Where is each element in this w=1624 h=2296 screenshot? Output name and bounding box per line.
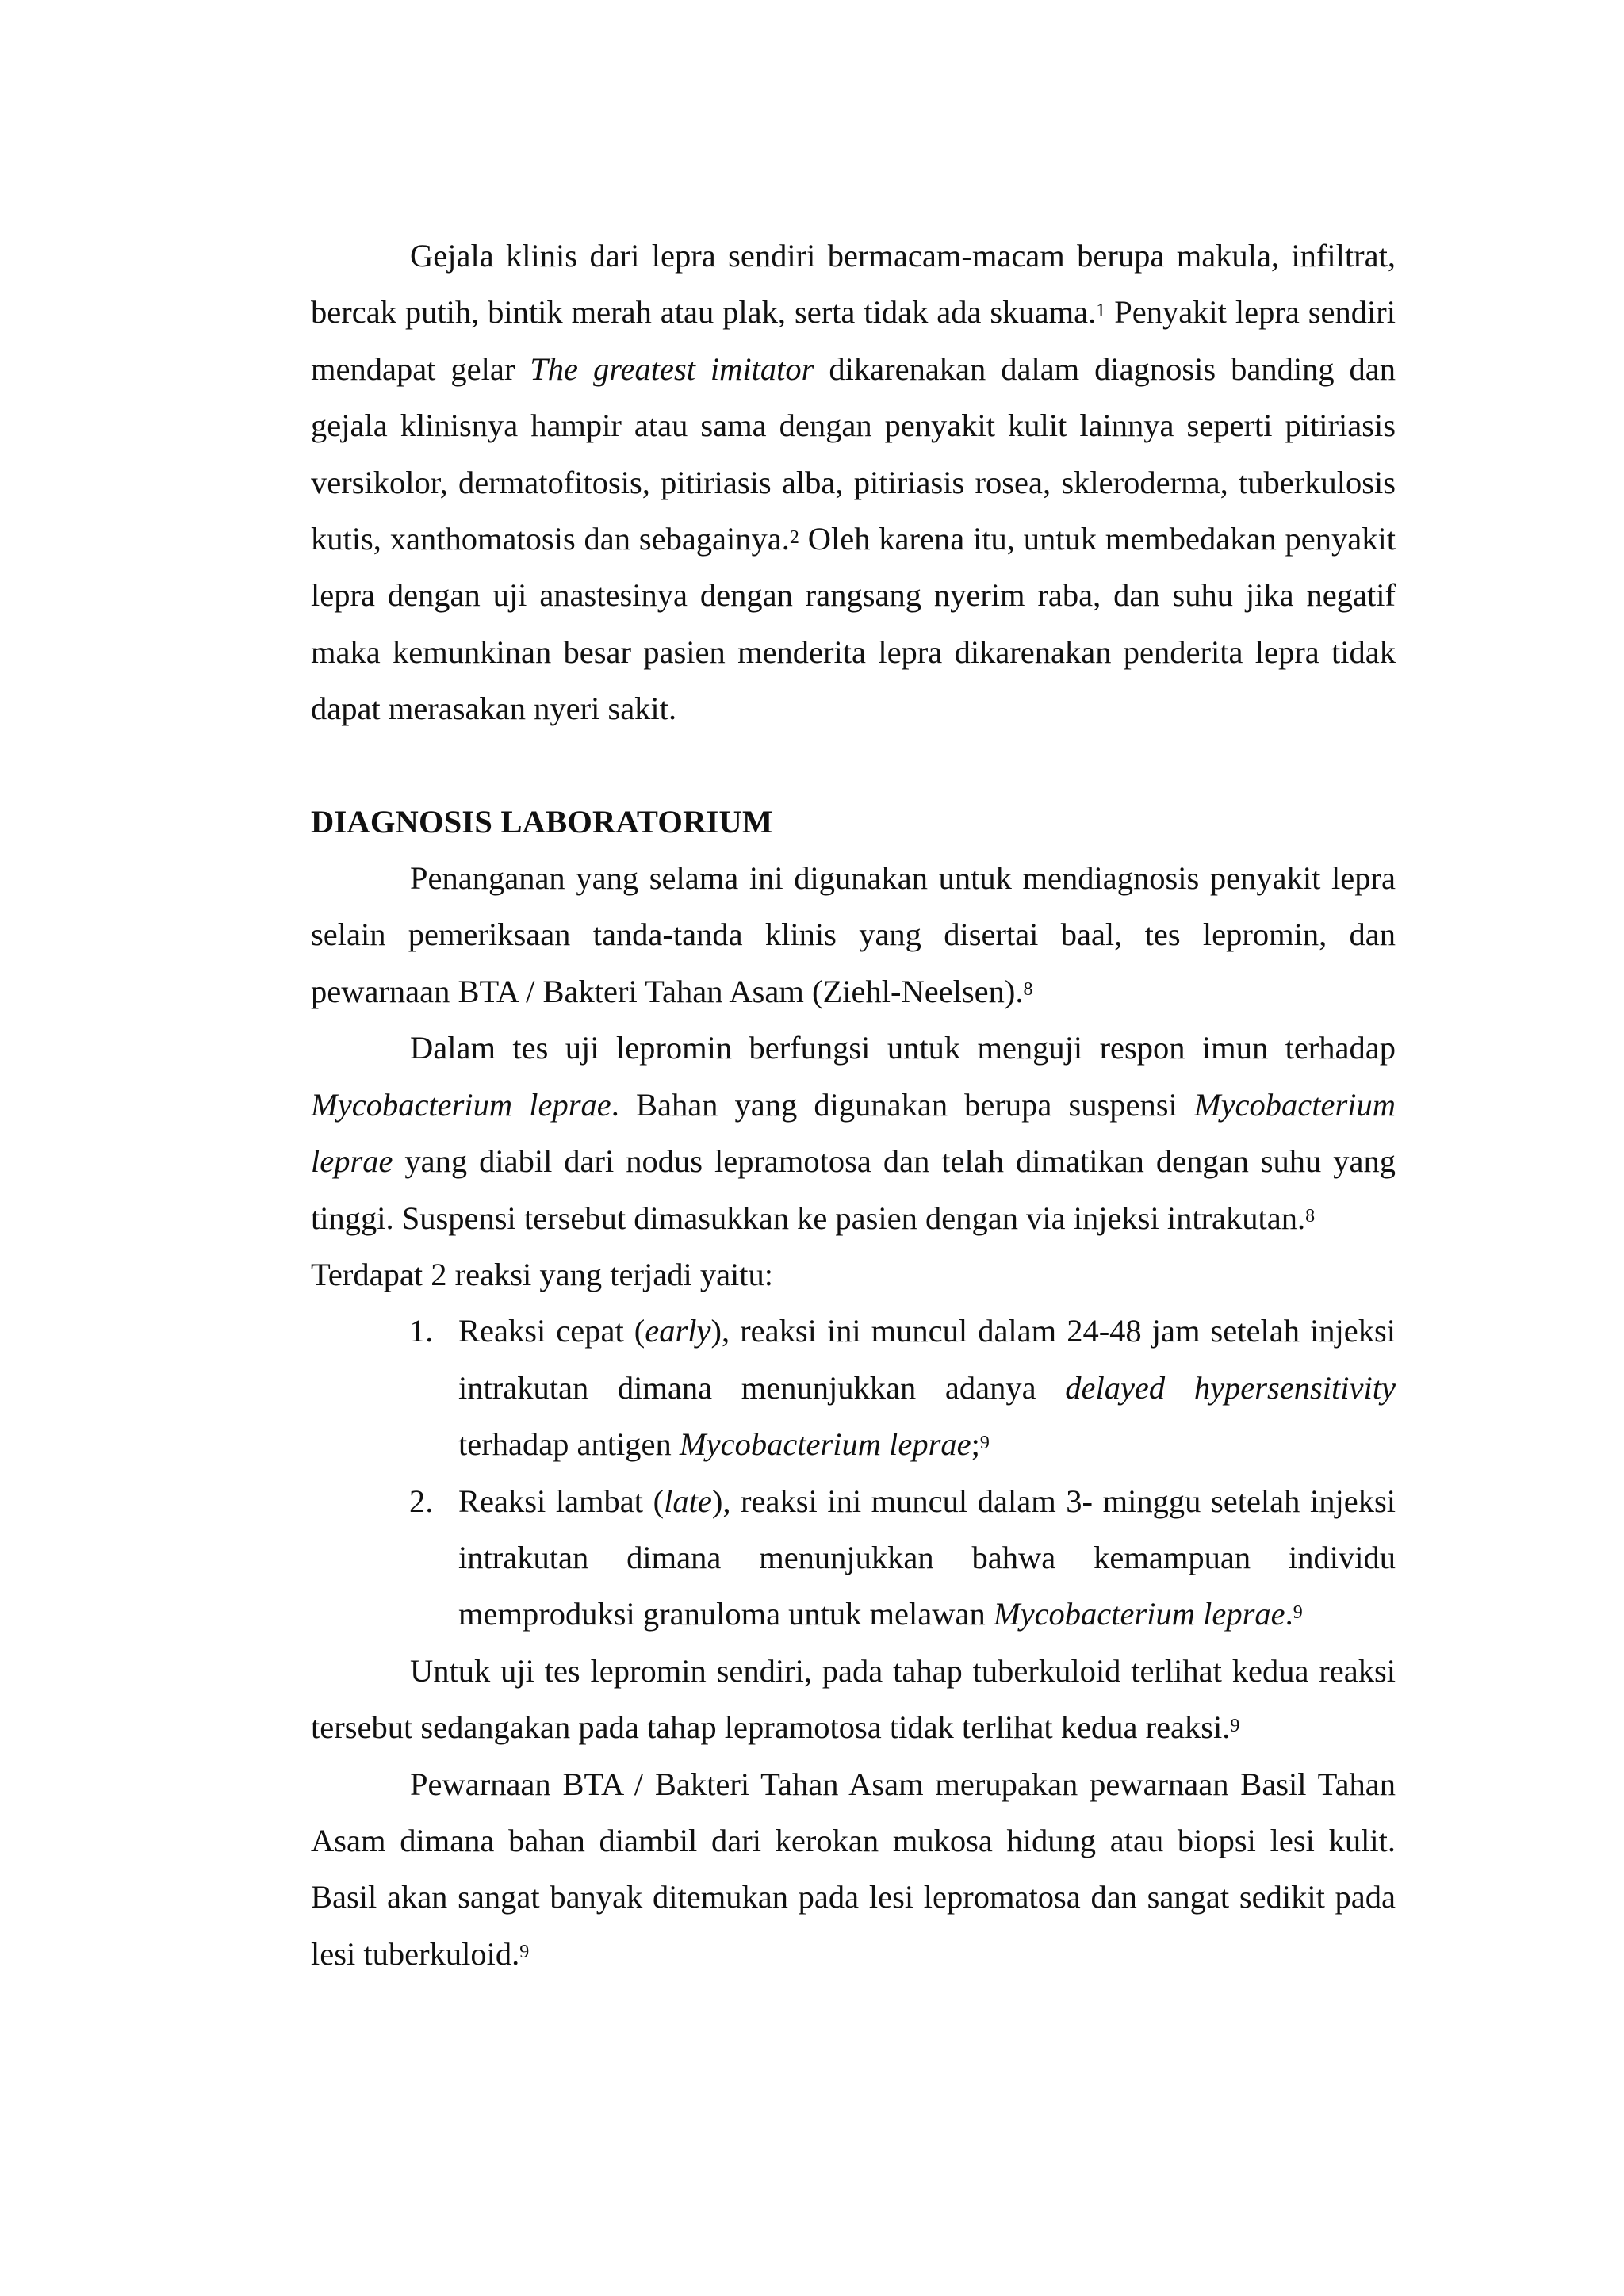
italic-term: The greatest imitator	[530, 350, 814, 387]
section-heading: DIAGNOSIS LABORATORIUM	[311, 803, 773, 840]
italic-term: late	[664, 1483, 712, 1519]
document-page	[311, 228, 1396, 1982]
italic-term: Mycobacterium leprae	[679, 1426, 971, 1463]
footnote-ref: 9	[979, 1432, 990, 1453]
footnote-ref: 2	[789, 526, 799, 548]
paragraph-diagnosis-methods: Penanganan yang selama ini digunakan untuk mendiagnosis penyakit lepra selain pemeriksaan tanda-tanda klinis yang disertai baal, tes lepromin, dan pewarnaan BTA / Bakteri Tahan Asam (Ziehl-Neelsen).$^8$	[311, 860, 1396, 1009]
paragraph-lepromin-result: Untuk uji tes lepromin sendiri, pada tahap tuberkuloid terlihat kedua reaksi tersebut sedangakan pada tahap lepramotosa tidak terlihat kedua reaksi.$^9$	[311, 1652, 1396, 1746]
italic-term: early	[645, 1313, 711, 1349]
list-number: 1.	[409, 1313, 434, 1349]
italic-term: Mycobacterium leprae	[993, 1596, 1285, 1632]
footnote-ref: 1	[1096, 300, 1106, 322]
italic-term: Mycobacterium leprae	[311, 1086, 611, 1123]
list-item: 2. Reaksi lambat (late), reaksi ini muncul dalam 3- minggu setelah injeksi intrakutan dimana menunjukkan bahwa kemampuan individu memproduksi granuloma untuk melawan Mycobacterium leprae.$^9$	[458, 1473, 1396, 1643]
italic-term: Mycobacterium leprae	[311, 1086, 1396, 1180]
footnote-ref: 9	[1293, 1601, 1303, 1623]
reaction-list	[311, 1303, 1396, 1642]
paragraph-clinical-symptoms: Gejala klinis dari lepra sendiri bermacam-macam berupa makula, infiltrat, bercak putih, bintik merah atau plak, serta tidak ada skuama.$^1$ Penyakit lepra sendiri mendapat gelar The greatest imitator dikarenakan dalam diagnosis banding dan gejala klinisnya hampir atau sama dengan penyakit kulit lainnya seperti pitiriasis versikolor, dermatofitosis, pitiriasis alba, pitiriasis rosea, skleroderma, tuberkulosis kutis, xanthomatosis dan sebagainya.$^2$ Oleh karena itu, untuk membedakan penyakit lepra dengan uji anastesinya dengan rangsang nyerim raba, dan suhu jika negatif maka kemunkinan besar pasien menderita lepra dikarenakan penderita lepra tidak dapat merasakan nyeri sakit.	[311, 238, 1396, 727]
footnote-ref: 8	[1023, 979, 1033, 1001]
footnote-ref: 9	[1230, 1715, 1240, 1736]
paragraph-bta-staining: Pewarnaan BTA / Bakteri Tahan Asam merupakan pewarnaan Basil Tahan Asam dimana bahan diambil dari kerokan mukosa hidung atau biopsi lesi kulit. Basil akan sangat banyak ditemukan pada lesi lepromatosa dan sangat sedikit pada lesi tuberkuloid.$^9$	[311, 1766, 1396, 1972]
footnote-ref: 8	[1305, 1206, 1316, 1227]
paragraph-lepromin-test: Dalam tes uji lepromin berfungsi untuk menguji respon imun terhadap Mycobacterium leprae. Bahan yang digunakan berupa suspensi Mycobacterium leprae yang diabil dari nodus lepramotosa dan telah dimatikan dengan suhu yang tinggi. Suspensi tersebut dimasukkan ke pasien dengan via injeksi intrakutan.$^8$ Terdapat 2 reaksi yang terjadi yaitu:	[311, 1030, 1396, 1292]
footnote-ref: 9	[519, 1942, 530, 1963]
italic-term: delayed hypersensitivity	[1065, 1369, 1396, 1406]
list-number: 2.	[409, 1483, 434, 1519]
list-item: 1. Reaksi cepat (early), reaksi ini muncul dalam 24-48 jam setelah injeksi intrakutan dimana menunjukkan adanya delayed hypersensitivity terhadap antigen Mycobacterium leprae;$^9$	[458, 1303, 1396, 1472]
